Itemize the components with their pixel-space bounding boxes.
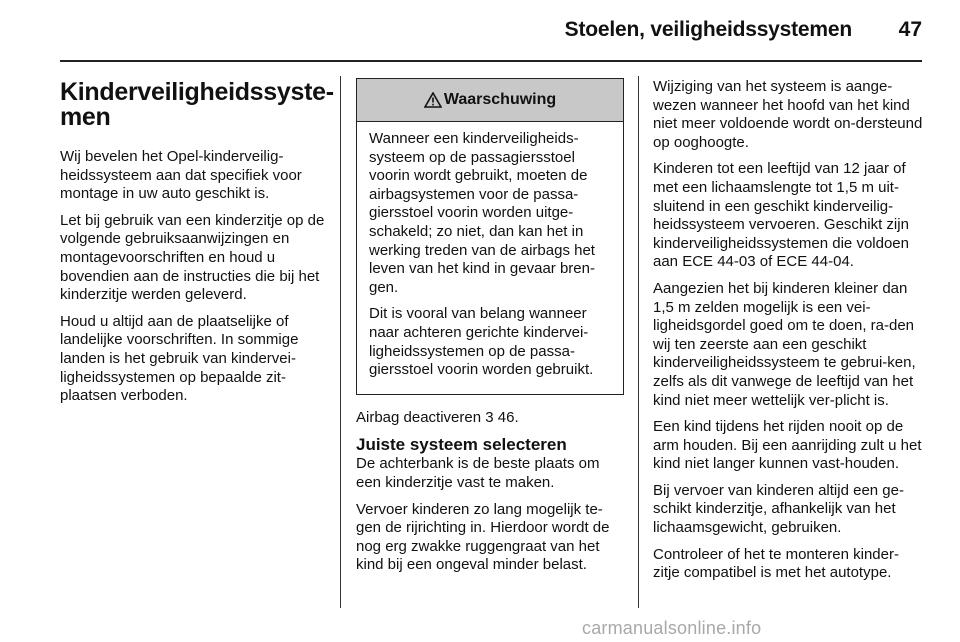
paragraph: Aangezien het bij kinderen kleiner dan 1,5 m zelden mogelijk is een vei-ligheidsgordel goed om te doen, ra-den wij ten zeerste aan een geschikt kinderveiligheidssysteem te gebrui-ken, zelfs als dit vanwege de leeftijd van het kind niet meer wettelijk ver-plicht is. [653,279,916,409]
paragraph: Een kind tijdens het rijden nooit op de arm houden. Bij een aanrijding zult u het kind niet langer kunnen vast-houden. [653,418,922,473]
warning-box [356,78,624,395]
warning-body [357,122,623,394]
warning-header [357,79,623,122]
column-divider-right [638,76,639,608]
paragraph: De achterbank is de beste plaats om een kinderzitje vast te maken. [356,455,600,491]
paragraph: Let bij gebruik van een kinderzitje op de volgende gebruiksaanwijzingen en montagevoorschriften en houd u bovendien aan de instructies die bij het kinderzitje werden geleverd. [60,211,325,304]
warning-paragraph: Wanneer een kinderveiligheids-systeem op de passagiersstoel voorin wordt gebruikt, moeten de airbagsystemen voor de passa-giersstoel voorin worden uitge-schakeld; zo niet, dan kan het in werking treden van de airbags het leven van het kind in gevaar bren-gen. [369,130,595,296]
warning-title: Waarschuwing [443,90,557,108]
section-heading-line1: Kinderveiligheidssyste- [60,78,334,106]
column-3 [653,78,923,591]
watermark: carmanualsonline.info [582,618,762,638]
paragraph: Vervoer kinderen zo lang mogelijk te-gen de rijrichting in. Hierdoor wordt de nog erg zwakke ruggengraat van het kind bij een ongeval minder belast. [356,500,610,574]
page-header [60,10,922,62]
paragraph: Wij bevelen het Opel-kinderveilig-heidssysteem aan dat specifiek voor montage in uw auto geschikt is. [60,148,302,203]
airbag-reference[interactable] [356,409,624,428]
paragraph: Houd u altijd aan de plaatselijke of landelijke voorschriften. In sommige landen is het gebruik van kindervei-ligheidssystemen op bepaalde zit-plaatsen verboden. [60,312,299,405]
warning-paragraph: Dit is vooral van belang wanneer naar achteren gerichte kindervei-ligheidssystemen op de passa-giersstoel voorin worden gebruikt. [369,305,594,379]
paragraph: Controleer of het te monteren kinder-zitje compatibel is met het autotype. [653,545,899,582]
reference-page: 46. [497,408,519,426]
paragraph: Bij vervoer van kinderen altijd een ge-schikt kinderzitje, afhankelijk van het lichaamsgewicht, gebruiken. [653,481,904,537]
subheading: Juiste systeem selecteren [356,435,567,455]
warning-triangle-icon [424,92,442,108]
column-1 [60,78,334,414]
section-heading [60,78,334,131]
reference-arrow: 3 [485,408,494,426]
page-number: 47 [898,18,922,41]
paragraph: Wijziging van het systeem is aange-wezen wanneer het hoofd van het kind niet meer voldoende wordt on-dersteund op ooghoogte. [653,78,923,151]
column-2 [356,78,624,583]
airbag-reference-text: Airbag deactiveren [356,408,482,426]
section-heading-line2: men [60,103,111,131]
paragraph: Kinderen tot een leeftijd van 12 jaar of met een lichaamslengte tot 1,5 m uit-sluitend in een geschikt kinderveilig-heidssysteem vervoeren. Geschikt zijn kinderveiligheidssystemen die voldoen aan ECE 44-03 of ECE 44-04. [653,160,909,271]
column-divider-left [340,76,341,608]
header-title: Stoelen, veiligheidssystemen [564,18,852,41]
